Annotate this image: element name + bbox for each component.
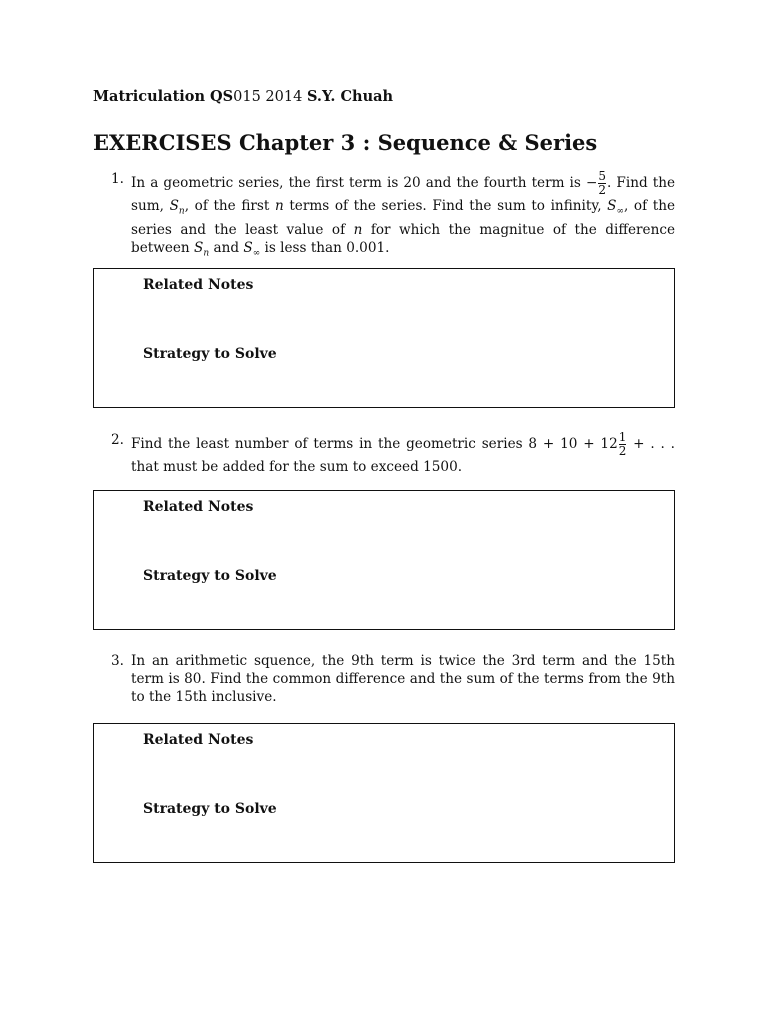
- question-number: 1.: [111, 171, 124, 187]
- fraction: $\frac{5}{2}$: [598, 169, 606, 197]
- related-notes-label: Related Notes: [143, 499, 254, 515]
- related-notes-label: Related Notes: [143, 732, 254, 748]
- header-prefix: Matriculation QS: [93, 88, 234, 105]
- document-header: [93, 88, 393, 105]
- question-3: [93, 652, 675, 706]
- question-number: 2.: [111, 432, 124, 448]
- question-2: [93, 431, 675, 476]
- page-title: EXERCISES Chapter 3 : Sequence & Series: [93, 130, 598, 155]
- notes-box-1: [93, 268, 675, 408]
- header-author: S.Y. Chuah: [306, 88, 394, 105]
- question-text: In an arithmetic squence, the 9th term is twice the 3rd term and the 15th term is 80. Find the common difference and the sum of the terms from the 9th to the 15th inclusive.: [131, 653, 675, 705]
- fraction: $\frac{1}{2}$: [618, 430, 627, 458]
- related-notes-label: Related Notes: [143, 277, 254, 293]
- strategy-label: Strategy to Solve: [143, 568, 277, 584]
- question-number: 3.: [111, 653, 124, 669]
- notes-box-2: [93, 490, 675, 630]
- strategy-label: Strategy to Solve: [143, 346, 277, 362]
- question-text: Find the least number of terms in the geometric series 8 + 10 + 12 $\frac{1}{2}$ + . . . that must be added for the sum to exceed 1500.: [131, 430, 675, 475]
- question-1: [93, 170, 675, 262]
- notes-box-3: [93, 723, 675, 863]
- strategy-label: Strategy to Solve: [143, 801, 277, 817]
- header-course-number: 015 2014: [233, 89, 303, 105]
- question-text: In a geometric series, the first term is 20 and the fourth term is − $\frac{5}{2}$ . Find the sum, $S_n$, of the first n terms of the series. Find the sum to infinity, $S_\infty$, of the series and the least value of n for which the magnitue of the difference between $S_n$ and $S_\infty$ is less than 0.001.: [131, 169, 675, 259]
